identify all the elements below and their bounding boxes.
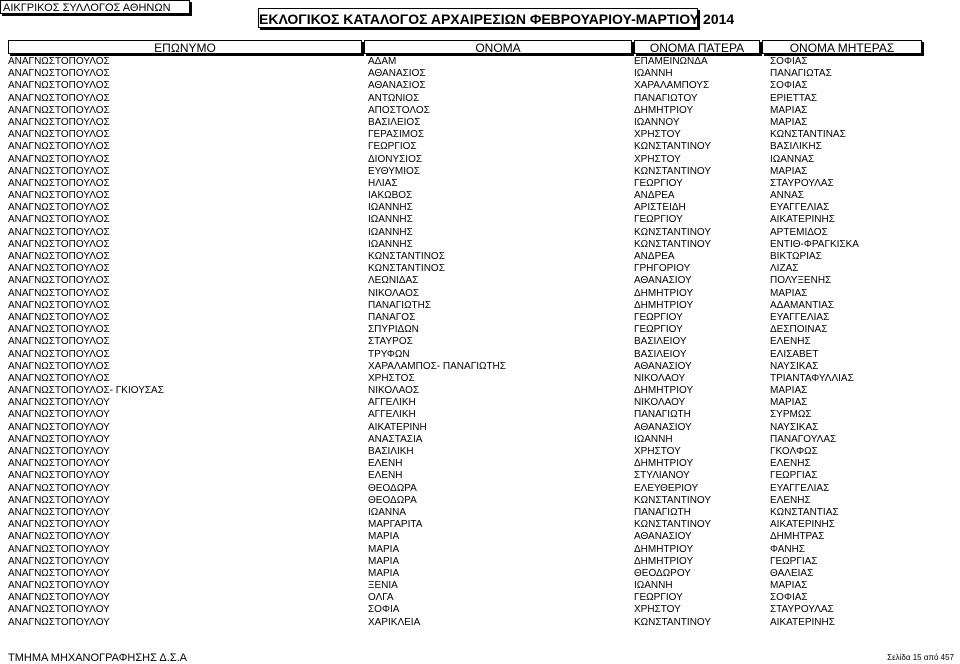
- father-name-cell: ΧΑΡΑΛΑΜΠΟΥΣ: [634, 80, 710, 92]
- table-row: [0, 288, 960, 300]
- mother-name-cell: ΣΤΑΥΡΟΥΛΑΣ: [770, 604, 834, 616]
- name-cell: ΑΝΑΣΤΑΣΙΑ: [368, 433, 423, 445]
- mother-name-cell: ΣΟΦΙΑΣ: [770, 56, 808, 67]
- father-name-cell: ΑΝΔΡΕΑ: [634, 190, 675, 202]
- mother-name-cell: ΕΥΑΓΓΕΛΙΑΣ: [770, 482, 830, 494]
- name-cell: ΝΙΚΟΛΑΟΣ: [368, 385, 420, 397]
- mother-name-cell: ΕΛΕΝΗΣ: [770, 458, 811, 470]
- surname-cell: ΑΝΑΓΝΩΣΤΟΠΟΥΛΟΣ: [8, 275, 110, 287]
- name-cell: ΣΤΑΥΡΟΣ: [368, 336, 413, 348]
- mother-name-cell: ΚΩΝΣΤΑΝΤΙΑΣ: [770, 506, 839, 518]
- surname-cell: ΑΝΑΓΝΩΣΤΟΠΟΥΛΟΣ: [8, 251, 110, 262]
- mother-name-cell: ΜΑΡΙΑΣ: [770, 165, 808, 177]
- mother-name-cell: ΑΙΚΑΤΕΡΙΝΗΣ: [770, 214, 835, 226]
- table-row: [0, 166, 960, 178]
- mother-name-cell: ΛΙΖΑΣ: [770, 263, 799, 275]
- surname-cell: ΑΝΑΓΝΩΣΤΟΠΟΥΛΟΣ: [8, 214, 110, 226]
- name-cell: ΝΙΚΟΛΑΟΣ: [368, 287, 420, 299]
- table-row: [0, 483, 960, 495]
- surname-cell: ΑΝΑΓΝΩΣΤΟΠΟΥΛΟΣ: [8, 202, 110, 214]
- mother-name-cell: ΕΥΑΓΓΕΛΙΑΣ: [770, 311, 830, 323]
- header-name: ΟΝΟΜΑ: [364, 40, 632, 54]
- father-name-cell: ΚΩΝΣΤΑΝΤΙΝΟΥ: [634, 616, 712, 628]
- table-row: [0, 349, 960, 361]
- table-row: [0, 105, 960, 117]
- name-cell: ΑΙΚΑΤΕΡΙΝΗ: [368, 421, 427, 433]
- father-name-cell: ΧΡΗΣΤΟΥ: [634, 129, 681, 141]
- name-cell: ΑΓΓΕΛΙΚΗ: [368, 409, 416, 421]
- table-row: [0, 178, 960, 190]
- mother-name-cell: ΑΝΝΑΣ: [770, 190, 804, 202]
- surname-cell: ΑΝΑΓΝΩΣΤΟΠΟΥΛΟΥ: [8, 519, 110, 531]
- father-name-cell: ΓΡΗΓΟΡΙΟΥ: [634, 263, 691, 275]
- mother-name-cell: ΠΑΝΑΓΟΥΛΑΣ: [770, 433, 837, 445]
- name-cell: ΣΠΥΡΙΔΩΝ: [368, 324, 419, 336]
- surname-cell: ΑΝΑΓΝΩΣΤΟΠΟΥΛΟΣ: [8, 165, 110, 177]
- father-name-cell: ΔΗΜΗΤΡΙΟΥ: [634, 555, 694, 567]
- surname-cell: ΑΝΑΓΝΩΣΤΟΠΟΥΛΟΣ: [8, 116, 110, 128]
- mother-name-cell: ΑΙΚΑΤΕΡΙΝΗΣ: [770, 616, 835, 628]
- surname-cell: ΑΝΑΓΝΩΣΤΟΠΟΥΛΟΣ: [8, 324, 110, 336]
- name-cell: ΙΩΑΝΝΗΣ: [368, 202, 413, 214]
- table-row: [0, 93, 960, 105]
- surname-cell: ΑΝΑΓΝΩΣΤΟΠΟΥΛΟΣ: [8, 68, 110, 80]
- table-row: [0, 141, 960, 153]
- surname-cell: ΑΝΑΓΝΩΣΤΟΠΟΥΛΟΣ: [8, 92, 110, 104]
- mother-name-cell: ΜΑΡΙΑΣ: [770, 104, 808, 116]
- mother-name-cell: ΔΕΣΠΟΙΝΑΣ: [770, 324, 828, 336]
- mother-name-cell: ΕΛΕΝΗΣ: [770, 336, 811, 348]
- father-name-cell: ΑΘΑΝΑΣΙΟΥ: [634, 531, 692, 543]
- father-name-cell: ΚΩΝΣΤΑΝΤΙΝΟΥ: [634, 238, 712, 250]
- mother-name-cell: ΣΥΡΜΩΣ: [770, 409, 812, 421]
- name-cell: ΜΑΡΙΑ: [368, 555, 400, 567]
- mother-name-cell: ΣΟΦΙΑΣ: [770, 80, 808, 92]
- table-row: [0, 544, 960, 556]
- table-row: [0, 190, 960, 202]
- name-cell: ΑΘΑΝΑΣΙΟΣ: [368, 68, 426, 80]
- surname-cell: ΑΝΑΓΝΩΣΤΟΠΟΥΛΟΥ: [8, 555, 110, 567]
- table-row: [0, 604, 960, 616]
- table-row: [0, 300, 960, 312]
- father-name-cell: ΓΕΩΡΓΙΟΥ: [634, 177, 683, 189]
- header-father-name: ΟΝΟΜΑ ΠΑΤΕΡΑ: [634, 40, 760, 54]
- surname-cell: ΑΝΑΓΝΩΣΤΟΠΟΥΛΟΣ: [8, 104, 110, 116]
- surname-cell: ΑΝΑΓΝΩΣΤΟΠΟΥΛΟΥ: [8, 494, 110, 506]
- table-row: [0, 80, 960, 92]
- table-row: [0, 312, 960, 324]
- name-cell: ΜΑΡΙΑ: [368, 543, 400, 555]
- table-row: [0, 385, 960, 397]
- name-cell: ΒΑΣΙΛΙΚΗ: [368, 446, 414, 457]
- father-name-cell: ΓΕΩΡΓΙΟΥ: [634, 214, 683, 226]
- father-name-cell: ΙΩΑΝΝΗ: [634, 433, 673, 445]
- surname-cell: ΑΝΑΓΝΩΣΤΟΠΟΥΛΟΣ: [8, 372, 110, 384]
- surname-cell: ΑΝΑΓΝΩΣΤΟΠΟΥΛΟΥ: [8, 506, 110, 518]
- name-cell: ΜΑΡΓΑΡΙΤΑ: [368, 519, 423, 531]
- name-cell: ΧΑΡΑΛΑΜΠΟΣ- ΠΑΝΑΓΙΩΤΗΣ: [368, 360, 506, 372]
- table-row: [0, 214, 960, 226]
- surname-cell: ΑΝΑΓΝΩΣΤΟΠΟΥΛΟΣ: [8, 153, 110, 165]
- table-row: [0, 202, 960, 214]
- name-cell: ΘΕΟΔΩΡΑ: [368, 494, 417, 506]
- surname-cell: ΑΝΑΓΝΩΣΤΟΠΟΥΛΟΣ: [8, 190, 110, 202]
- table-row: [0, 275, 960, 287]
- table-row: [0, 239, 960, 251]
- name-cell: ΣΟΦΙΑ: [368, 604, 400, 616]
- table-row: [0, 373, 960, 385]
- mother-name-cell: ΜΑΡΙΑΣ: [770, 385, 808, 397]
- mother-name-cell: ΚΩΝΣΤΑΝΤΙΝΑΣ: [770, 129, 846, 141]
- table-row: [0, 446, 960, 458]
- surname-cell: ΑΝΑΓΝΩΣΤΟΠΟΥΛΟΥ: [8, 567, 110, 579]
- mother-name-cell: ΓΕΩΡΓΙΑΣ: [770, 470, 818, 482]
- name-cell: ΕΥΘΥΜΙΟΣ: [368, 165, 420, 177]
- surname-cell: ΑΝΑΓΝΩΣΤΟΠΟΥΛΟΥ: [8, 433, 110, 445]
- name-cell: ΠΑΝΑΓΟΣ: [368, 311, 416, 323]
- mother-name-cell: ΣΤΑΥΡΟΥΛΑΣ: [770, 177, 834, 189]
- table-row: [0, 324, 960, 336]
- name-cell: ΓΕΩΡΓΙΟΣ: [368, 141, 417, 153]
- surname-cell: ΑΝΑΓΝΩΣΤΟΠΟΥΛΟΣ: [8, 348, 110, 360]
- father-name-cell: ΠΑΝΑΓΙΩΤΗ: [634, 506, 691, 518]
- name-cell: ΞΕΝΙΑ: [368, 580, 398, 592]
- surname-cell: ΑΝΑΓΝΩΣΤΟΠΟΥΛΟΣ: [8, 80, 110, 92]
- father-name-cell: ΔΗΜΗΤΡΙΟΥ: [634, 299, 694, 311]
- table-row: [0, 507, 960, 519]
- mother-name-cell: ΓΕΩΡΓΙΑΣ: [770, 555, 818, 567]
- header-mother-name: ΟΝΟΜΑ ΜΗΤΕΡΑΣ: [762, 40, 922, 54]
- name-cell: ΧΡΗΣΤΟΣ: [368, 372, 415, 384]
- surname-cell: ΑΝΑΓΝΩΣΤΟΠΟΥΛΟΣ- ΓΚΙΟΥΣΑΣ: [8, 385, 164, 397]
- name-cell: ΤΡΥΦΩΝ: [368, 348, 410, 360]
- mother-name-cell: ΣΟΦΙΑΣ: [770, 592, 808, 604]
- name-cell: ΙΩΑΝΝΗΣ: [368, 214, 413, 226]
- table-row: [0, 154, 960, 166]
- name-cell: ΔΙΟΝΥΣΙΟΣ: [368, 153, 423, 165]
- father-name-cell: ΣΤΥΛΙΑΝΟΥ: [634, 470, 690, 482]
- table-row: [0, 117, 960, 129]
- father-name-cell: ΔΗΜΗΤΡΙΟΥ: [634, 543, 694, 555]
- father-name-cell: ΧΡΗΣΤΟΥ: [634, 446, 681, 457]
- father-name-cell: ΧΡΗΣΤΟΥ: [634, 604, 681, 616]
- name-cell: ΑΝΤΩΝΙΟΣ: [368, 92, 420, 104]
- father-name-cell: ΝΙΚΟΛΑΟΥ: [634, 397, 686, 409]
- name-cell: ΕΛΕΝΗ: [368, 470, 403, 482]
- table-row: [0, 336, 960, 348]
- table-row: [0, 56, 960, 68]
- surname-cell: ΑΝΑΓΝΩΣΤΟΠΟΥΛΟΥ: [8, 531, 110, 543]
- name-cell: ΠΑΝΑΓΙΩΤΗΣ: [368, 299, 432, 311]
- name-cell: ΙΑΚΩΒΟΣ: [368, 190, 413, 202]
- father-name-cell: ΔΗΜΗΤΡΙΟΥ: [634, 104, 694, 116]
- name-cell: ΧΑΡΙΚΛΕΙΑ: [368, 616, 421, 628]
- mother-name-cell: ΤΡΙΑΝΤΑΦΥΛΛΙΑΣ: [770, 372, 854, 384]
- header-surname: ΕΠΩΝΥΜΟ: [8, 40, 362, 54]
- surname-cell: ΑΝΑΓΝΩΣΤΟΠΟΥΛΟΥ: [8, 592, 110, 604]
- mother-name-cell: ΕΛΙΣΑΒΕΤ: [770, 348, 819, 360]
- table-row: [0, 592, 960, 604]
- name-cell: ΜΑΡΙΑ: [368, 531, 400, 543]
- table-header: [0, 40, 960, 56]
- father-name-cell: ΚΩΝΣΤΑΝΤΙΝΟΥ: [634, 519, 712, 531]
- father-name-cell: ΙΩΑΝΝΟΥ: [634, 116, 680, 128]
- surname-cell: ΑΝΑΓΝΩΣΤΟΠΟΥΛΟΣ: [8, 177, 110, 189]
- surname-cell: ΑΝΑΓΝΩΣΤΟΠΟΥΛΟΥ: [8, 421, 110, 433]
- surname-cell: ΑΝΑΓΝΩΣΤΟΠΟΥΛΟΣ: [8, 311, 110, 323]
- mother-name-cell: ΦΑΝΗΣ: [770, 543, 805, 555]
- name-cell: ΒΑΣΙΛΕΙΟΣ: [368, 116, 421, 128]
- father-name-cell: ΕΠΑΜΕΙΝΩΝΔΑ: [634, 56, 708, 67]
- father-name-cell: ΔΗΜΗΤΡΙΟΥ: [634, 458, 694, 470]
- table-row: [0, 68, 960, 80]
- name-cell: ΚΩΝΣΤΑΝΤΙΝΟΣ: [368, 263, 445, 275]
- father-name-cell: ΙΩΑΝΝΗ: [634, 68, 673, 80]
- father-name-cell: ΑΡΙΣΤΕΙΔΗ: [634, 202, 686, 214]
- mother-name-cell: ΑΙΚΑΤΕΡΙΝΗΣ: [770, 519, 835, 531]
- surname-cell: ΑΝΑΓΝΩΣΤΟΠΟΥΛΟΣ: [8, 299, 110, 311]
- surname-cell: ΑΝΑΓΝΩΣΤΟΠΟΥΛΟΥ: [8, 616, 110, 628]
- father-name-cell: ΑΘΑΝΑΣΙΟΥ: [634, 360, 692, 372]
- name-cell: ΜΑΡΙΑ: [368, 567, 400, 579]
- table-row: [0, 263, 960, 275]
- table-row: [0, 519, 960, 531]
- mother-name-cell: ΜΑΡΙΑΣ: [770, 116, 808, 128]
- mother-name-cell: ΓΚΟΛΦΩΣ: [770, 446, 818, 457]
- surname-cell: ΑΝΑΓΝΩΣΤΟΠΟΥΛΟΥ: [8, 482, 110, 494]
- mother-name-cell: ΕΛΕΝΗΣ: [770, 494, 811, 506]
- table-row: [0, 409, 960, 421]
- table-row: [0, 470, 960, 482]
- surname-cell: ΑΝΑΓΝΩΣΤΟΠΟΥΛΟΥ: [8, 604, 110, 616]
- table-row: [0, 458, 960, 470]
- father-name-cell: ΠΑΝΑΓΙΩΤΟΥ: [634, 92, 698, 104]
- mother-name-cell: ΜΑΡΙΑΣ: [770, 287, 808, 299]
- father-name-cell: ΚΩΝΣΤΑΝΤΙΝΟΥ: [634, 141, 712, 153]
- surname-cell: ΑΝΑΓΝΩΣΤΟΠΟΥΛΟΣ: [8, 263, 110, 275]
- table-row: [0, 422, 960, 434]
- mother-name-cell: ΔΗΜΗΤΡΑΣ: [770, 531, 825, 543]
- surname-cell: ΑΝΑΓΝΩΣΤΟΠΟΥΛΟΣ: [8, 336, 110, 348]
- father-name-cell: ΚΩΝΣΤΑΝΤΙΝΟΥ: [634, 494, 712, 506]
- father-name-cell: ΔΗΜΗΤΡΙΟΥ: [634, 385, 694, 397]
- voter-list: [0, 56, 960, 629]
- surname-cell: ΑΝΑΓΝΩΣΤΟΠΟΥΛΟΥ: [8, 446, 110, 457]
- surname-cell: ΑΝΑΓΝΩΣΤΟΠΟΥΛΟΣ: [8, 287, 110, 299]
- surname-cell: ΑΝΑΓΝΩΣΤΟΠΟΥΛΟΣ: [8, 141, 110, 153]
- surname-cell: ΑΝΑΓΝΩΣΤΟΠΟΥΛΟΥ: [8, 397, 110, 409]
- name-cell: ΑΘΑΝΑΣΙΟΣ: [368, 80, 426, 92]
- father-name-cell: ΑΝΔΡΕΑ: [634, 251, 675, 262]
- name-cell: ΗΛΙΑΣ: [368, 177, 398, 189]
- surname-cell: ΑΝΑΓΝΩΣΤΟΠΟΥΛΟΥ: [8, 409, 110, 421]
- table-row: [0, 129, 960, 141]
- father-name-cell: ΠΑΝΑΓΙΩΤΗ: [634, 409, 691, 421]
- name-cell: ΑΓΓΕΛΙΚΗ: [368, 397, 416, 409]
- organization-name: ΑΙΚΓΡΙΚΟΣ ΣΥΛΛΟΓΟΣ ΑΘΗΝΩΝ: [0, 0, 190, 14]
- father-name-cell: ΝΙΚΟΛΑΟΥ: [634, 372, 686, 384]
- father-name-cell: ΒΑΣΙΛΕΙΟΥ: [634, 336, 687, 348]
- mother-name-cell: ΘΑΛΕΙΑΣ: [770, 567, 814, 579]
- mother-name-cell: ΠΑΝΑΓΙΩΤΑΣ: [770, 68, 832, 80]
- table-row: [0, 556, 960, 568]
- surname-cell: ΑΝΑΓΝΩΣΤΟΠΟΥΛΟΥ: [8, 470, 110, 482]
- mother-name-cell: ΝΑΥΣΙΚΑΣ: [770, 421, 819, 433]
- mother-name-cell: ΙΩΑΝΝΑΣ: [770, 153, 815, 165]
- name-cell: ΙΩΑΝΝΗΣ: [368, 226, 413, 238]
- mother-name-cell: ΜΑΡΙΑΣ: [770, 580, 808, 592]
- mother-name-cell: ΕΡΙΕΤΤΑΣ: [770, 92, 818, 104]
- father-name-cell: ΓΕΩΡΓΙΟΥ: [634, 311, 683, 323]
- mother-name-cell: ΠΟΛΥΞΕΝΗΣ: [770, 275, 832, 287]
- surname-cell: ΑΝΑΓΝΩΣΤΟΠΟΥΛΟΥ: [8, 458, 110, 470]
- father-name-cell: ΙΩΑΝΝΗ: [634, 580, 673, 592]
- surname-cell: ΑΝΑΓΝΩΣΤΟΠΟΥΛΟΣ: [8, 238, 110, 250]
- table-row: [0, 227, 960, 239]
- father-name-cell: ΚΩΝΣΤΑΝΤΙΝΟΥ: [634, 165, 712, 177]
- document-title: ΕΚΛΟΓΙΚΟΣ ΚΑΤΑΛΟΓΟΣ ΑΡΧΑΙΡΕΣΙΩΝ ΦΕΒΡΟΥΑΡΙΟΥ-ΜΑΡΤΙΟΥ 2014: [258, 8, 698, 28]
- name-cell: ΙΩΑΝΝΗΣ: [368, 238, 413, 250]
- page-number: Σελίδα 15 από 457: [887, 653, 954, 662]
- mother-name-cell: ΒΑΣΙΛΙΚΗΣ: [770, 141, 822, 153]
- table-row: [0, 397, 960, 409]
- father-name-cell: ΓΕΩΡΓΙΟΥ: [634, 324, 683, 336]
- surname-cell: ΑΝΑΓΝΩΣΤΟΠΟΥΛΟΥ: [8, 543, 110, 555]
- table-row: [0, 531, 960, 543]
- mother-name-cell: ΕΝΤΙΘ-ΦΡΑΓΚΙΣΚΑ: [770, 238, 859, 250]
- mother-name-cell: ΜΑΡΙΑΣ: [770, 397, 808, 409]
- table-row: [0, 361, 960, 373]
- footer-department: ΤΜΗΜΑ ΜΗΧΑΝΟΓΡΑΦΗΣΗΣ Δ.Σ.Α: [8, 652, 187, 664]
- mother-name-cell: ΕΥΑΓΓΕΛΙΑΣ: [770, 202, 830, 214]
- name-cell: ΟΛΓΑ: [368, 592, 394, 604]
- father-name-cell: ΕΛΕΥΘΕΡΙΟΥ: [634, 482, 699, 494]
- mother-name-cell: ΑΡΤΕΜΙΔΟΣ: [770, 226, 828, 238]
- mother-name-cell: ΒΙΚΤΩΡΙΑΣ: [770, 251, 822, 262]
- surname-cell: ΑΝΑΓΝΩΣΤΟΠΟΥΛΟΣ: [8, 360, 110, 372]
- father-name-cell: ΔΗΜΗΤΡΙΟΥ: [634, 287, 694, 299]
- father-name-cell: ΚΩΝΣΤΑΝΤΙΝΟΥ: [634, 226, 712, 238]
- name-cell: ΚΩΝΣΤΑΝΤΙΝΟΣ: [368, 251, 445, 262]
- father-name-cell: ΑΘΑΝΑΣΙΟΥ: [634, 275, 692, 287]
- table-row: [0, 568, 960, 580]
- father-name-cell: ΧΡΗΣΤΟΥ: [634, 153, 681, 165]
- name-cell: ΙΩΑΝΝΑ: [368, 506, 407, 518]
- father-name-cell: ΘΕΟΔΩΡΟΥ: [634, 567, 691, 579]
- name-cell: ΘΕΟΔΩΡΑ: [368, 482, 417, 494]
- surname-cell: ΑΝΑΓΝΩΣΤΟΠΟΥΛΟΥ: [8, 580, 110, 592]
- table-row: [0, 495, 960, 507]
- name-cell: ΕΛΕΝΗ: [368, 458, 403, 470]
- father-name-cell: ΒΑΣΙΛΕΙΟΥ: [634, 348, 687, 360]
- surname-cell: ΑΝΑΓΝΩΣΤΟΠΟΥΛΟΣ: [8, 56, 110, 67]
- surname-cell: ΑΝΑΓΝΩΣΤΟΠΟΥΛΟΣ: [8, 129, 110, 141]
- table-row: [0, 580, 960, 592]
- father-name-cell: ΑΘΑΝΑΣΙΟΥ: [634, 421, 692, 433]
- table-row: [0, 251, 960, 263]
- name-cell: ΑΠΟΣΤΟΛΟΣ: [368, 104, 430, 116]
- name-cell: ΛΕΩΝΙΔΑΣ: [368, 275, 419, 287]
- surname-cell: ΑΝΑΓΝΩΣΤΟΠΟΥΛΟΣ: [8, 226, 110, 238]
- mother-name-cell: ΑΔΑΜΑΝΤΙΑΣ: [770, 299, 834, 311]
- mother-name-cell: ΝΑΥΣΙΚΑΣ: [770, 360, 819, 372]
- table-row: [0, 617, 960, 629]
- name-cell: ΓΕΡΑΣΙΜΟΣ: [368, 129, 425, 141]
- table-row: [0, 434, 960, 446]
- father-name-cell: ΓΕΩΡΓΙΟΥ: [634, 592, 683, 604]
- name-cell: ΑΔΑΜ: [368, 56, 397, 67]
